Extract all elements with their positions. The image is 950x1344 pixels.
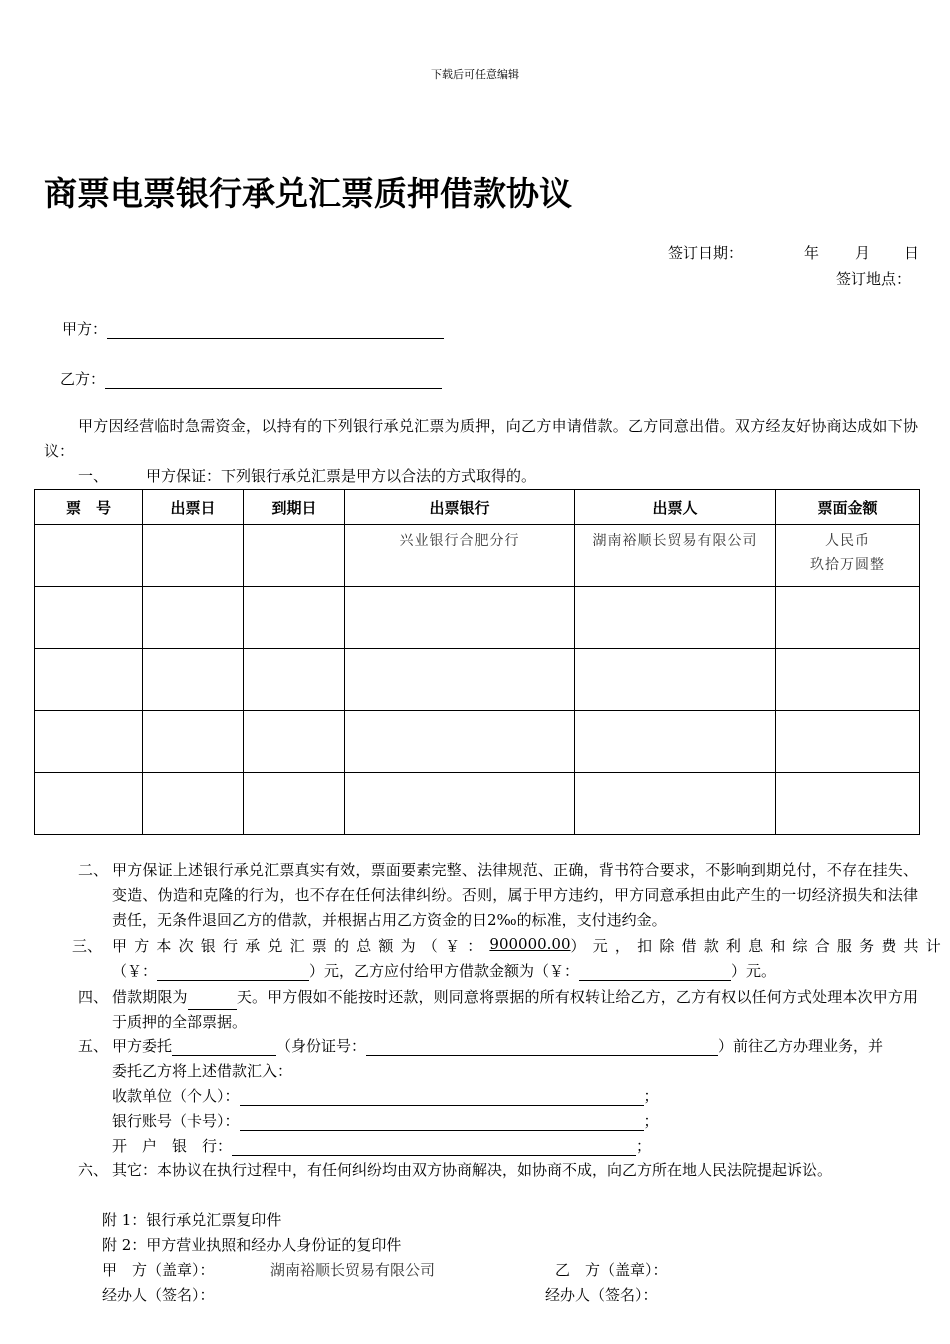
party-a-field[interactable] — [107, 322, 444, 339]
empty-cell[interactable] — [143, 649, 244, 711]
table-row — [35, 525, 920, 587]
bank-line — [112, 1135, 651, 1156]
amount-currency: 人民币 — [825, 533, 870, 549]
clause5-entrust-label: 甲方委托 — [112, 1037, 173, 1055]
loan-term-field[interactable] — [188, 993, 237, 1010]
agent-name-field[interactable] — [172, 1039, 276, 1056]
empty-cell[interactable] — [575, 711, 776, 773]
party-a-company: 湖南裕顺长贸易有限公司 — [270, 1261, 436, 1279]
intro-paragraph: 甲方因经营临时急需资金，以持有的下列银行承兑汇票为质押，向乙方申请借款。乙方同意出借。双方经友好协商达成如下协议： — [44, 417, 918, 460]
clause3-loan-label: ）元，乙方应付给甲方借款金额为（￥： — [309, 962, 580, 980]
empty-cell[interactable] — [244, 711, 345, 773]
clause2-text: 甲方保证上述银行承兑汇票真实有效，票面要素完整、法律规范、正确，背书符合要求，不影响到期兑付，不存在挂失、变造、伪造和克隆的行为，也不存在任何法律纠纷。否则，属于甲方违约，甲方同意承担由此产生的一切经济损失和法律责任，无条件退回乙方的借款，并根据占用乙方资金的日2‰的标准，支付违约金。 — [112, 861, 918, 929]
empty-cell[interactable] — [35, 773, 143, 835]
empty-cell[interactable] — [143, 587, 244, 649]
table-row — [35, 649, 920, 711]
party-a-label: 甲方： — [62, 320, 108, 338]
empty-cell[interactable] — [776, 587, 920, 649]
empty-cell[interactable] — [575, 587, 776, 649]
cell-issuing-bank[interactable] — [345, 525, 575, 587]
cell-drawer[interactable] — [575, 525, 776, 587]
bank-semicolon: ； — [636, 1137, 652, 1155]
empty-cell[interactable] — [345, 649, 575, 711]
account-semicolon: ； — [643, 1112, 659, 1130]
party-b-line — [60, 368, 442, 389]
account-line — [112, 1110, 659, 1131]
sign-date-day: 日 — [904, 244, 920, 262]
clause3-total-amount: 900000.00 — [489, 935, 571, 953]
clause5-id-label: （身份证号： — [276, 1037, 367, 1055]
cell-issue-date[interactable] — [143, 525, 244, 587]
empty-cell[interactable] — [35, 711, 143, 773]
empty-cell[interactable] — [345, 587, 575, 649]
empty-cell[interactable] — [35, 649, 143, 711]
empty-cell[interactable] — [345, 711, 575, 773]
table-row — [35, 773, 920, 835]
empty-cell[interactable] — [35, 587, 143, 649]
clause3-fee-label: ）元，扣除借款利息和综合服务费共计 — [570, 937, 948, 955]
party-b-agent-label: 经办人（签名）： — [545, 1286, 658, 1304]
sign-date-month: 月 — [855, 244, 871, 262]
party-b-label: 乙方： — [60, 370, 106, 388]
clause5-line1 — [112, 1035, 883, 1056]
clause3-suffix: ）元。 — [731, 962, 777, 980]
attachment-2: 附 2：甲方营业执照和经办人身份证的复印件 — [102, 1236, 402, 1254]
clause4-term-label: 借款期限为 — [112, 988, 188, 1006]
col-due-date: 到期日 — [244, 490, 345, 525]
clause5-visit-label: ）前往乙方办理业务，并 — [718, 1037, 884, 1055]
bank-field[interactable] — [232, 1139, 636, 1156]
empty-cell[interactable] — [143, 773, 244, 835]
agent-id-field[interactable] — [366, 1039, 718, 1056]
col-face-amount: 票面金额 — [776, 490, 920, 525]
clause4-rest: 天。甲方假如不能按时还款，则同意将票据的所有权转让给乙方，乙方有权以任何方式处理本次甲方用于质押的全部票据。 — [112, 988, 918, 1031]
loan-amount-field[interactable] — [579, 964, 731, 981]
col-drawer: 出票人 — [575, 490, 776, 525]
sign-date-label: 签订日期： — [668, 244, 744, 262]
drawer-value: 湖南裕顺长贸易有限公司 — [592, 533, 758, 549]
clause2-number: 二、 — [78, 861, 109, 879]
bank-label: 开 户 银 行： — [112, 1137, 233, 1155]
clause4-text — [112, 985, 918, 1035]
cell-face-amount[interactable] — [776, 525, 920, 587]
party-a-agent-label: 经办人（签名）： — [102, 1286, 215, 1304]
empty-cell[interactable] — [776, 649, 920, 711]
clause5-line2: 委托乙方将上述借款汇入： — [112, 1062, 293, 1080]
attachment-1: 附 1：银行承兑汇票复印件 — [102, 1211, 282, 1229]
table-row — [35, 587, 920, 649]
sign-place-label: 签订地点： — [836, 270, 912, 288]
party-b-field[interactable] — [105, 372, 442, 389]
empty-cell[interactable] — [244, 649, 345, 711]
issuing-bank-value: 兴业银行合肥分行 — [399, 533, 520, 549]
col-issue-date: 出票日 — [143, 490, 244, 525]
col-bill-number: 票 号 — [35, 490, 143, 525]
clause6-text: 其它：本协议在执行过程中，有任何纠纷均由双方协商解决，如协商不成，向乙方所在地人民法院提起诉讼。 — [112, 1161, 833, 1179]
clause3-line2 — [112, 960, 776, 981]
account-label: 银行账号（卡号）： — [112, 1112, 240, 1130]
page-title: 商票电票银行承兑汇票质押借款协议 — [44, 174, 572, 213]
empty-cell[interactable] — [345, 773, 575, 835]
table-row — [35, 711, 920, 773]
clause3-fee-prefix: （￥： — [112, 962, 158, 980]
download-notice: 下载后可任意编辑 — [431, 68, 519, 81]
payee-label: 收款单位（个人）： — [112, 1087, 240, 1105]
empty-cell[interactable] — [244, 587, 345, 649]
payee-line — [112, 1085, 659, 1106]
clause3-number: 三、 — [72, 937, 103, 955]
empty-cell[interactable] — [575, 649, 776, 711]
clause5-number: 五、 — [78, 1037, 109, 1055]
party-b-seal-label: 乙 方（盖章）： — [555, 1261, 668, 1279]
empty-cell[interactable] — [776, 711, 920, 773]
clause1-number: 一、 — [78, 467, 109, 485]
empty-cell[interactable] — [244, 773, 345, 835]
payee-field[interactable] — [240, 1089, 644, 1106]
account-field[interactable] — [240, 1114, 644, 1131]
bill-table — [34, 489, 920, 835]
col-issuing-bank: 出票银行 — [345, 490, 575, 525]
party-a-line — [62, 318, 444, 339]
amount-words: 玖拾万圆整 — [810, 557, 885, 573]
fee-amount-field[interactable] — [157, 964, 309, 981]
sign-date-year: 年 — [804, 244, 820, 262]
clause3-line1 — [112, 935, 948, 956]
table-header-row — [35, 490, 920, 525]
cell-due-date[interactable] — [244, 525, 345, 587]
clause4-number: 四、 — [78, 988, 109, 1006]
payee-semicolon: ； — [643, 1087, 659, 1105]
clause3-total-label: 甲方本次银行承兑汇票的总额为（￥： — [112, 937, 490, 955]
clause1-text: 甲方保证：下列银行承兑汇票是甲方以合法的方式取得的。 — [146, 467, 537, 485]
empty-cell[interactable] — [575, 773, 776, 835]
clause6-number: 六、 — [78, 1161, 109, 1179]
empty-cell[interactable] — [143, 711, 244, 773]
empty-cell[interactable] — [776, 773, 920, 835]
party-a-seal-label: 甲 方（盖章）： — [102, 1261, 215, 1279]
cell-bill-number[interactable] — [35, 525, 143, 587]
